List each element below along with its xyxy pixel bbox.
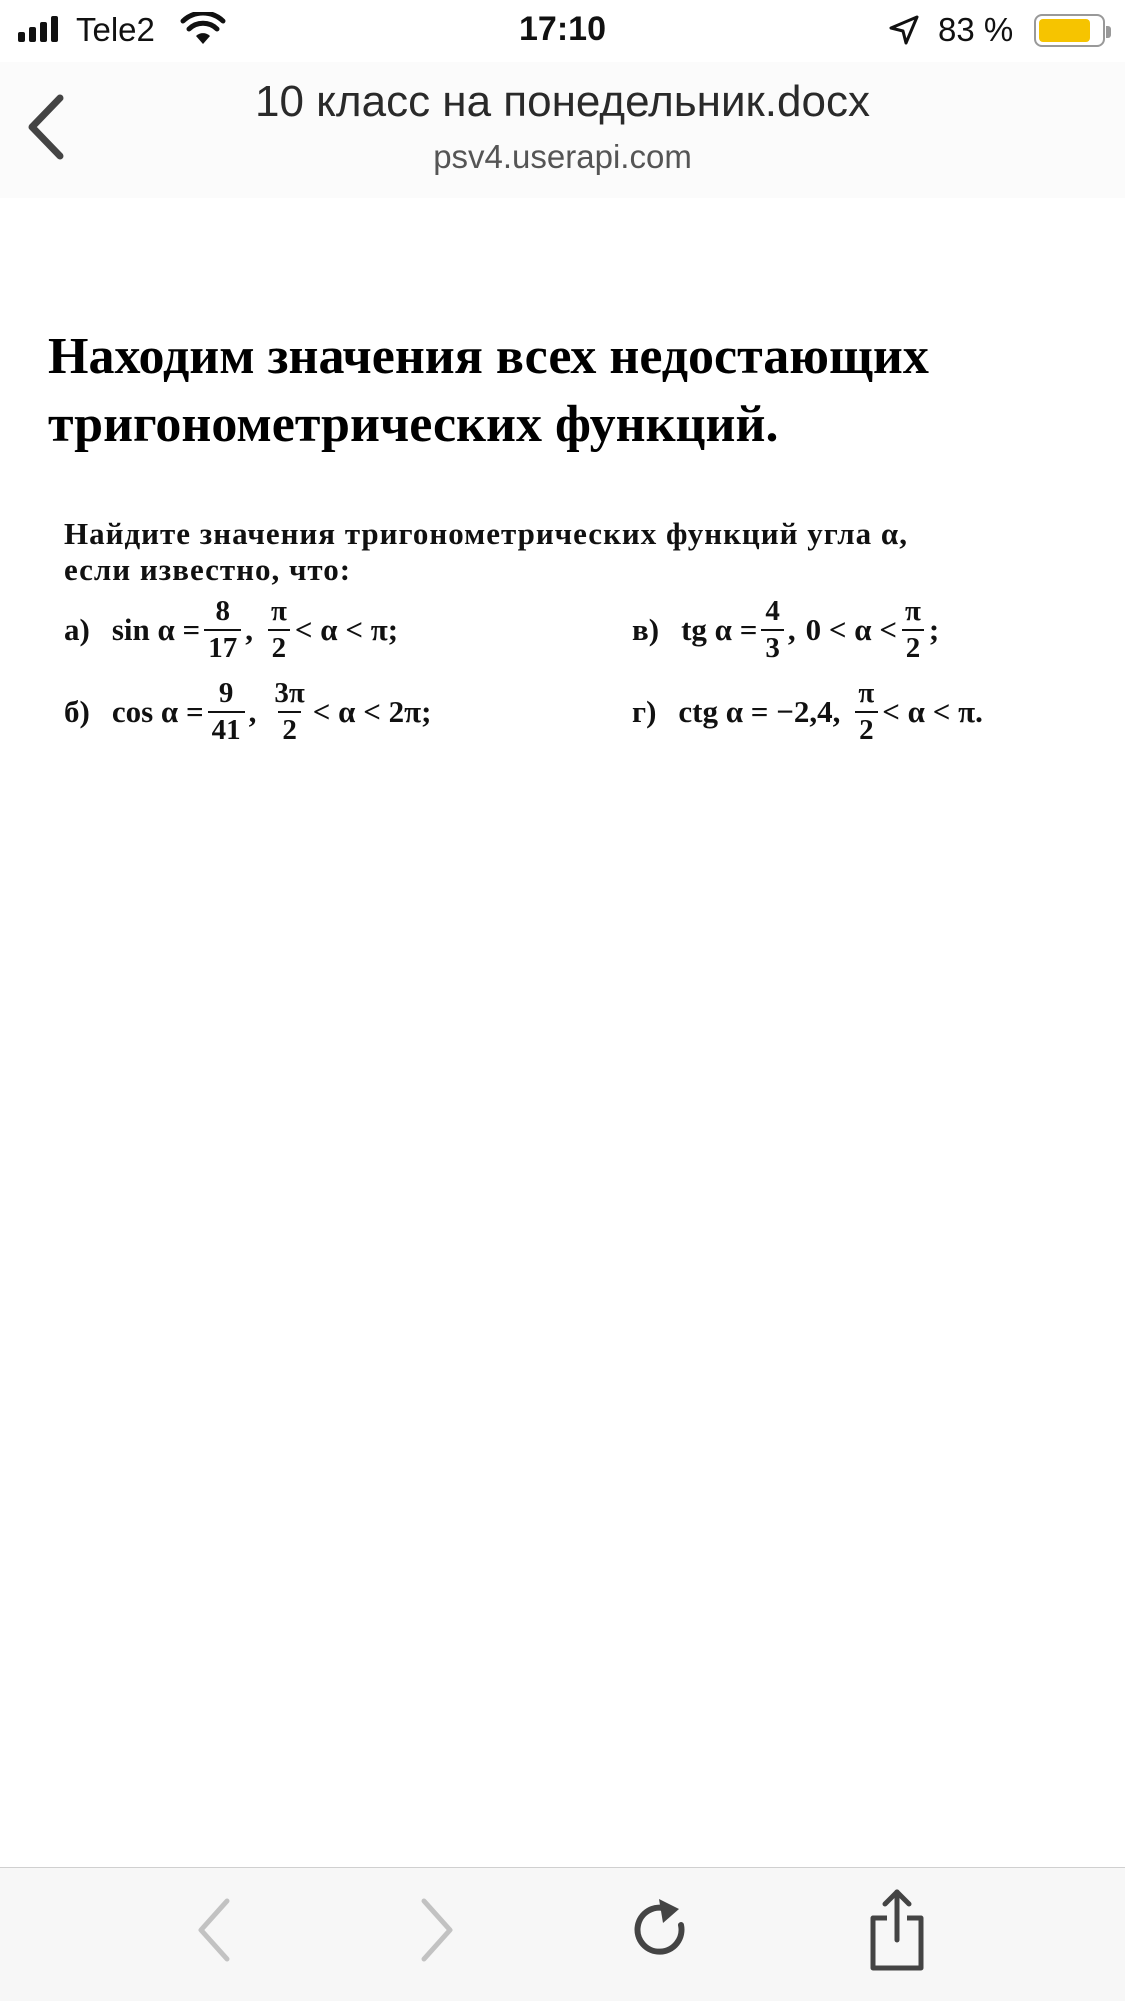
battery-percent: 83 % <box>938 11 1014 48</box>
item-label: б) <box>64 694 90 729</box>
document-host: psv4.userapi.com <box>433 138 692 175</box>
separator: , <box>787 612 796 647</box>
fraction-denominator: 2 <box>855 711 878 745</box>
back-button-toolbar[interactable] <box>176 1890 256 1970</box>
item-label: в) <box>632 612 660 647</box>
fraction-denominator: 41 <box>208 711 245 745</box>
forward-button[interactable] <box>395 1890 475 1970</box>
task-item-g <box>632 672 983 752</box>
item-function: sin α = <box>111 612 201 647</box>
fraction-denominator: 17 <box>204 629 241 663</box>
fraction <box>761 597 784 663</box>
fraction-numerator: 9 <box>218 677 234 709</box>
bottom-toolbar <box>0 1867 1125 2001</box>
item-range: < α < π. <box>882 694 983 729</box>
item-label: г) <box>632 694 657 729</box>
location-arrow-icon <box>888 14 920 51</box>
share-button[interactable] <box>857 1890 937 1970</box>
fraction <box>204 597 241 663</box>
fraction-denominator: 2 <box>902 629 925 663</box>
task-item-a <box>64 590 398 670</box>
document-title: 10 класс на понедельник.docx <box>255 77 870 126</box>
share-icon <box>865 1888 929 1972</box>
task-row <box>64 590 1114 670</box>
document-heading: Находим значения всех недостающих тригонометрических функций. <box>48 328 929 453</box>
item-range: 0 < α < <box>805 612 898 647</box>
item-function: ctg α = −2,4, <box>678 694 841 729</box>
task-intro-line-1: Найдите значения тригонометрических функций угла α, <box>64 516 908 551</box>
task-item-v <box>632 590 939 670</box>
fraction-denominator: 2 <box>268 629 291 663</box>
nav-header <box>0 62 1125 198</box>
item-function: cos α = <box>111 694 204 729</box>
fraction <box>270 679 308 745</box>
back-icon <box>191 1895 241 1965</box>
fraction-numerator: π <box>905 595 921 627</box>
fraction <box>267 597 291 663</box>
separator: , <box>248 694 257 729</box>
fraction-denominator: 2 <box>278 711 301 745</box>
separator: , <box>245 612 253 647</box>
fraction-numerator: π <box>270 595 287 627</box>
item-range-end: ; <box>928 612 940 647</box>
reload-icon <box>629 1895 695 1965</box>
forward-icon <box>410 1895 460 1965</box>
task-item-b <box>64 672 431 752</box>
fraction-denominator: 3 <box>761 629 784 663</box>
fraction-numerator: π <box>858 677 875 709</box>
item-range: < α < π; <box>294 612 399 647</box>
reload-button[interactable] <box>622 1890 702 1970</box>
item-function: tg α = <box>681 612 758 647</box>
fraction-numerator: 4 <box>765 595 780 627</box>
task-row <box>64 672 1114 752</box>
status-bar <box>0 0 1125 62</box>
item-label: а) <box>64 612 90 647</box>
fraction <box>901 597 925 663</box>
fraction-numerator: 3π <box>274 677 305 709</box>
fraction <box>854 679 878 745</box>
task-intro-line-2: если известно, что: <box>64 552 352 587</box>
item-range: < α < 2π; <box>312 694 432 729</box>
carrier-name: Tele2 <box>76 11 155 48</box>
fraction <box>208 679 245 745</box>
battery-icon <box>1034 14 1105 47</box>
fraction-numerator: 8 <box>215 595 230 627</box>
clock: 17:10 <box>519 10 606 48</box>
